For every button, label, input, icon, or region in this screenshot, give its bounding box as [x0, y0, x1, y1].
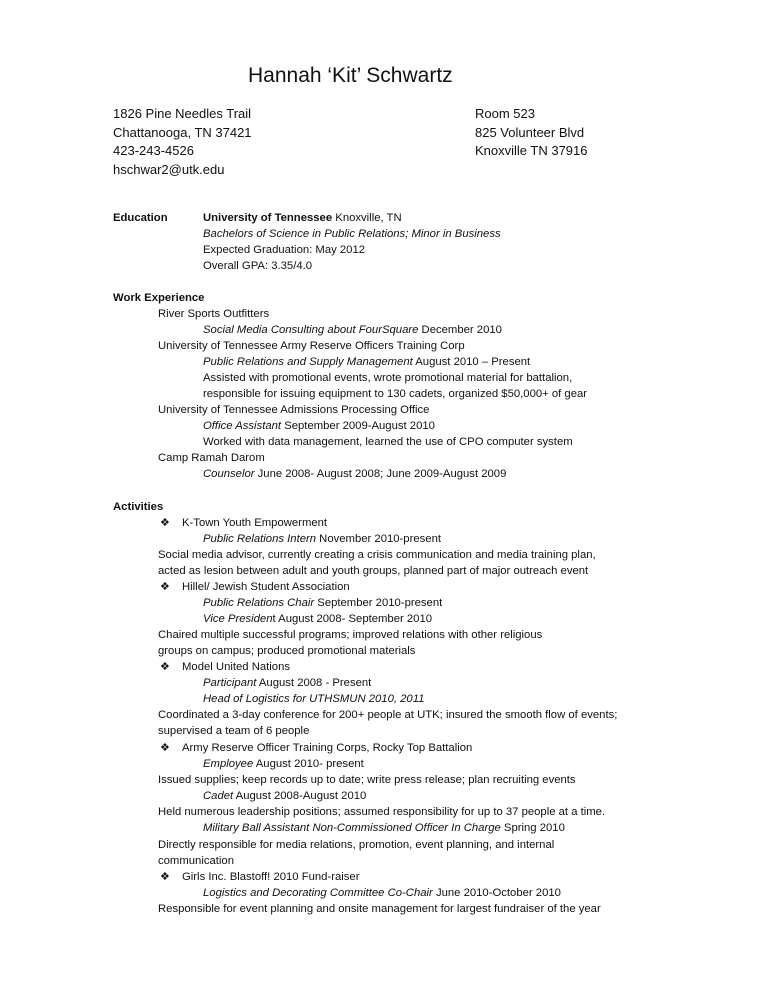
work-role	[203, 355, 530, 370]
activity-detail: groups on campus; produced promotional materials	[158, 645, 416, 657]
activity-role-dates: June 2010-October 2010	[432, 887, 561, 899]
education-degree: Bachelors of Science in Public Relations; Minor in Business	[203, 228, 501, 240]
activity-role-dates: Spring 2010	[500, 822, 565, 834]
activity-role-title: Head of Logistics for UTHSMUN 2010, 2011	[203, 693, 425, 705]
activity-role-dates: August 2008- September 2010	[275, 613, 433, 625]
activity-org	[160, 516, 327, 531]
activity-detail: Responsible for event planning and onsite management for largest fundraiser of the year	[158, 903, 601, 915]
activity-role-title: Public Relations Intern	[203, 533, 317, 545]
activity-role-title: Cadet	[203, 790, 234, 802]
activity-role-title-tail: t	[272, 613, 276, 625]
activity-detail: Social media advisor, currently creating a crisis communication and media training plan,	[158, 549, 596, 561]
diamond-bullet-icon: ❖	[160, 517, 170, 529]
work-detail: Worked with data management, learned the use of CPO computer system	[203, 436, 573, 448]
activity-detail: Coordinated a 3-day conference for 200+ people at UTK; insured the smooth flow of events;	[158, 709, 618, 721]
school-address	[475, 105, 588, 161]
activity-role-dates: August 2010- present	[253, 758, 364, 770]
work-role-dates: June 2008- August 2008; June 2009-August 2009	[254, 468, 507, 480]
home-address	[113, 105, 252, 179]
activity-role	[203, 612, 432, 627]
home-street: 1826 Pine Needles Trail	[113, 106, 252, 121]
work-role	[203, 323, 502, 338]
diamond-bullet-icon: ❖	[160, 871, 170, 883]
diamond-bullet-icon: ❖	[160, 661, 170, 673]
activity-org-name: Army Reserve Officer Training Corps, Rocky Top Battalion	[182, 742, 473, 754]
education-gpa: Overall GPA: 3.35/4.0	[203, 260, 313, 272]
email: hschwar2@utk.edu	[113, 161, 225, 177]
activity-org-name: Model United Nations	[182, 661, 291, 673]
school-city: Knoxville TN 37916	[475, 143, 588, 158]
work-role	[203, 419, 435, 434]
home-city: Chattanooga, TN 37421	[113, 124, 252, 140]
activity-detail: Chaired multiple successful programs; improved relations with other religious	[158, 629, 543, 641]
work-detail: responsible for issuing equipment to 130 cadets, organized $50,000+ of gear	[203, 388, 588, 400]
work-role-title: Counselor	[203, 468, 255, 480]
education-school-line	[203, 211, 402, 226]
work-role-dates: December 2010	[418, 324, 502, 336]
work-employer: River Sports Outfitters	[158, 308, 270, 320]
activity-detail: Held numerous leadership positions; assumed responsibility for up to 37 people at a time.	[158, 806, 606, 818]
activity-role-title: Vice Presiden	[203, 613, 273, 625]
activity-role-title: Employee	[203, 758, 254, 770]
diamond-bullet-icon: ❖	[160, 581, 170, 593]
work-employer: University of Tennessee Army Reserve Officers Training Corp	[158, 340, 465, 352]
work-employer: University of Tennessee Admissions Processing Office	[158, 404, 430, 416]
activities-heading: Activities	[113, 501, 164, 513]
work-role-title: Public Relations and Supply Management	[203, 356, 413, 368]
activity-org	[160, 580, 350, 595]
resume-name: Hannah ‘Kit’ Schwartz	[248, 64, 453, 87]
activity-org	[160, 870, 359, 885]
activity-role	[203, 596, 442, 611]
work-role-title: Social Media Consulting about FourSquare	[203, 324, 419, 336]
activity-role-title: Logistics and Decorating Committee Co-Chair	[203, 887, 433, 899]
activity-role	[203, 789, 366, 804]
activity-org	[160, 741, 472, 756]
activity-detail: supervised a team of 6 people	[158, 725, 310, 737]
activity-role-dates: November 2010-present	[316, 533, 441, 545]
activity-role	[203, 821, 565, 836]
work-detail: Assisted with promotional events, wrote promotional material for battalion,	[203, 372, 573, 384]
activity-detail: communication	[158, 855, 234, 867]
activity-org-name: Hillel/ Jewish Student Association	[182, 581, 350, 593]
work-role-dates: September 2009-August 2010	[281, 420, 435, 432]
activity-role-dates: September 2010-present	[314, 597, 443, 609]
activity-role	[203, 532, 441, 547]
education-location: Knoxville, TN	[332, 212, 402, 224]
school-room: Room 523	[475, 106, 535, 121]
activity-detail: acted as lesion between adult and youth groups, planned part of major outreach event	[158, 565, 589, 577]
education-school: University of Tennessee	[203, 212, 333, 224]
work-employer: Camp Ramah Darom	[158, 452, 265, 464]
home-phone: 423-243-4526	[113, 143, 194, 158]
activity-role-title: Participant	[203, 677, 257, 689]
education-graduation: Expected Graduation: May 2012	[203, 244, 366, 256]
activity-role	[203, 676, 371, 691]
work-role-dates: August 2010 – Present	[412, 356, 531, 368]
work-role-title: Office Assistant	[203, 420, 282, 432]
work-role	[203, 467, 506, 482]
work-heading: Work Experience	[113, 292, 205, 304]
activity-detail: Directly responsible for media relations, promotion, event planning, and internal	[158, 839, 555, 851]
diamond-bullet-icon: ❖	[160, 742, 170, 754]
activity-role-title: Public Relations Chair	[203, 597, 315, 609]
activity-detail: Issued supplies; keep records up to date; write press release; plan recruiting events	[158, 774, 576, 786]
activity-org	[160, 660, 290, 675]
activity-org-name: Girls Inc. Blastoff! 2010 Fund-raiser	[182, 871, 360, 883]
school-street: 825 Volunteer Blvd	[475, 124, 585, 140]
activity-role-dates: August 2008 - Present	[256, 677, 372, 689]
activity-role	[203, 757, 364, 772]
education-heading: Education	[113, 212, 168, 224]
activity-role-dates: August 2008-August 2010	[233, 790, 367, 802]
activity-role	[203, 886, 561, 901]
activity-role-title: Military Ball Assistant Non-Commissioned Officer In Charge	[203, 822, 501, 834]
activity-org-name: K-Town Youth Empowerment	[182, 517, 328, 529]
